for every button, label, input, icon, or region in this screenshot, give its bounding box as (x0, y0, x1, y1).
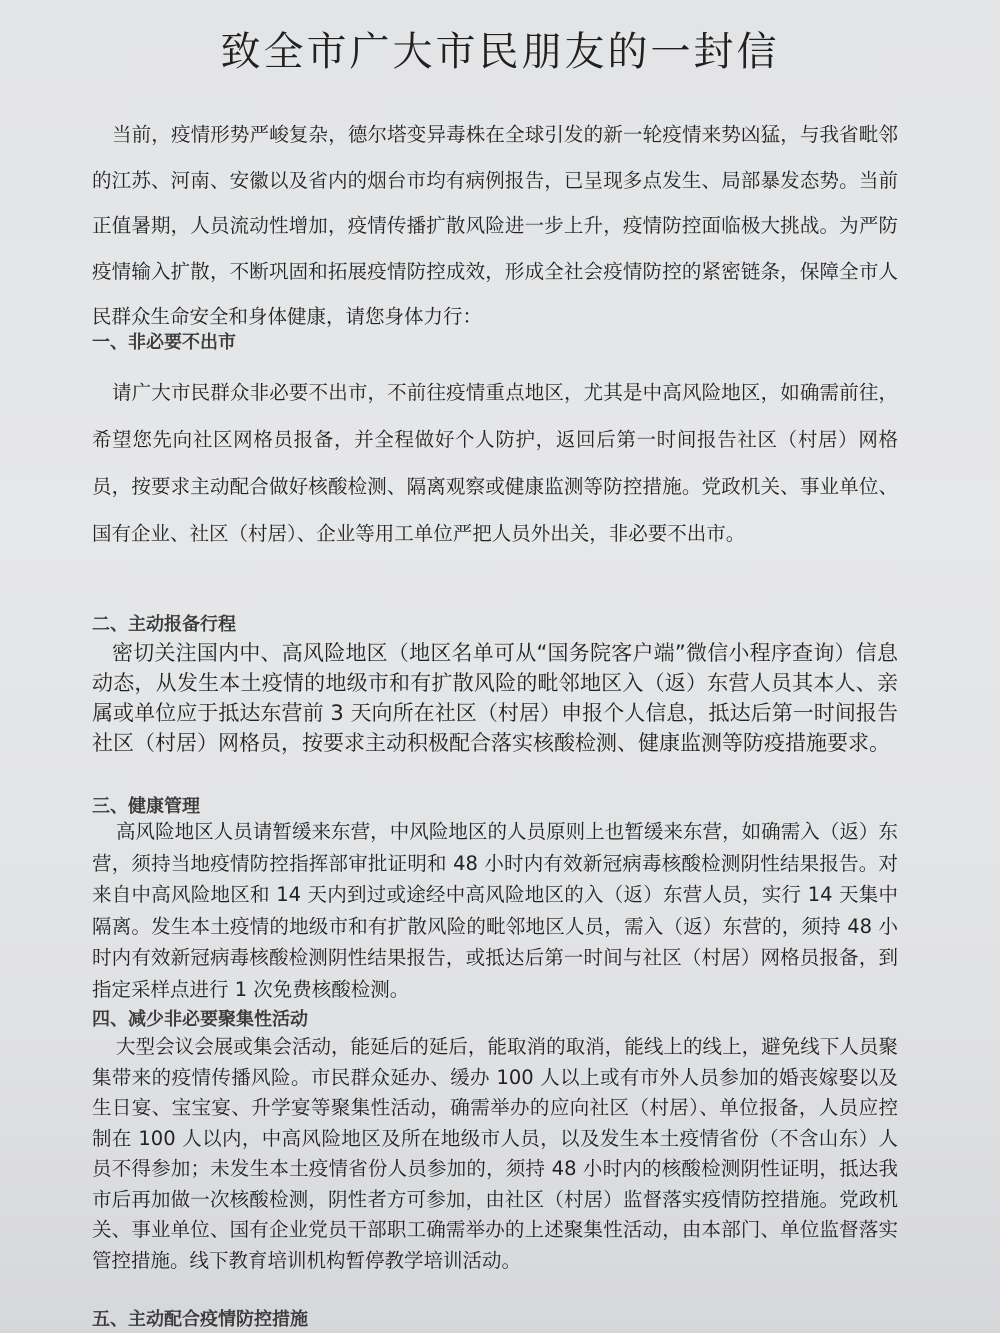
section-heading-1: 一、非必要不出市 (92, 332, 236, 353)
section-heading-5: 五、主动配合疫情防控措施 (92, 1309, 308, 1330)
section-heading-4: 四、减少非必要聚集性活动 (92, 1009, 308, 1030)
document-title: 致全市广大市民朋友的一封信 (220, 29, 780, 75)
intro-paragraph: 当前，疫情形势严峻复杂，德尔塔变异毒株在全球引发的新一轮疫情来势凶猛，与我省毗邻的江苏、河南、安徽以及省内的烟台市均有病例报告，已呈现多点发生、局部暴发态势。当前正值暑期，人员流动性增加，疫情传播扩散风险进一步上升，疫情防控面临极大挑战。为严防疫情输入扩散，不断巩固和拓展疫情防控成效，形成全社会疫情防控的紧密链条，保障全市人民群众生命安全和身体健康，请您身体力行： (92, 123, 898, 328)
section-body-1: 请广大市民群众非必要不出市，不前往疫情重点地区，尤其是中高风险地区，如确需前往，希望您先向社区网格员报备，并全程做好个人防护，返回后第一时间报告社区（村居）网格员，按要求主动配合做好核酸检测、隔离观察或健康监测等防控措施。党政机关、事业单位、国有企业、社区（村居）、企业等用工单位严把人员外出关，非必要不出市。 (92, 381, 898, 545)
section-heading-2: 二、主动报备行程 (92, 614, 236, 635)
section-body-4: 大型会议会展或集会活动，能延后的延后，能取消的取消，能线上的线上，避免线下人员聚集带来的疫情传播风险。市民群众延办、缓办 100 人以上或有市外人员参加的婚丧嫁娶以及生日宴、宝宝宴、升学宴等聚集性活动，确需举办的应向社区（村居）、单位报备，人员应控制在 100 人以内，中高风险地区及所在地级市人员，以及发生本土疫情省份（不含山东）人员不得参加；未发生本土疫情省份人员参加的，须持 48 小时内的核酸检测阴性证明，抵达我市后再加做一次核酸检测，阴性者方可参加，由社区（村居）监督落实疫情防控措施。党政机关、事业单位、国有企业党员干部职工确需举办的上述聚集性活动，由本部门、单位监督落实管控措施。线下教育培训机构暂停教学培训活动。 (92, 1035, 898, 1272)
section-body-2: 密切关注国内中、高风险地区（地区名单可从“国务院客户端”微信小程序查询）信息动态，从发生本土疫情的地级市和有扩散风险的毗邻地区入（返）东营人员其本人、亲属或单位应于抵达东营前 3 天向所在社区（村居）申报个人信息，抵达后第一时间报告社区（村居）网格员，按要求主动积极配合落实核酸检测、健康监测等防疫措施要求。 (92, 641, 898, 755)
section-heading-3: 三、健康管理 (92, 796, 200, 817)
section-body-3: 高风险地区人员请暂缓来东营，中风险地区的人员原则上也暂缓来东营，如确需入（返）东营，须持当地疫情防控指挥部审批证明和 48 小时内有效新冠病毒核酸检测阴性结果报告。对来自中高风险地区和 14 天内到过或途经中高风险地区的入（返）东营人员，实行 14 天集中隔离。发生本土疫情的地级市和有扩散风险的毗邻地区人员，需入（返）东营的，须持 48 小时内有效新冠病毒核酸检测阴性结果报告，或抵达后第一时间与社区（村居）网格员报备，到指定采样点进行 1 次免费核酸检测。 (92, 820, 898, 1001)
